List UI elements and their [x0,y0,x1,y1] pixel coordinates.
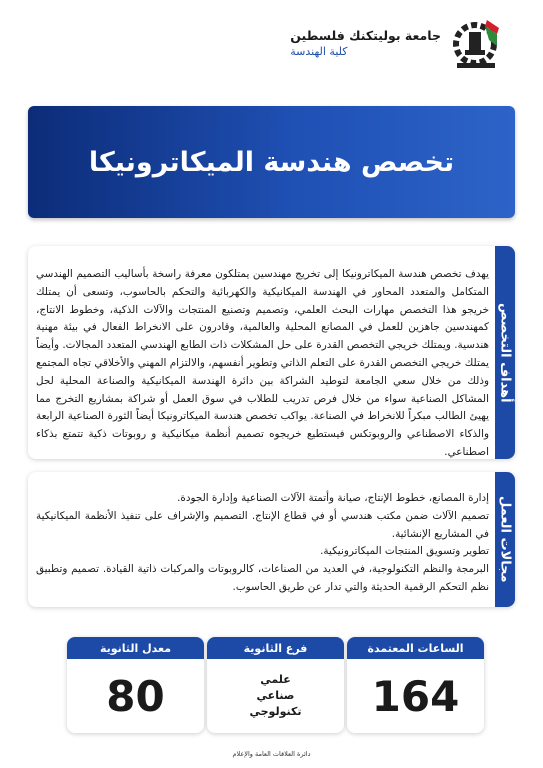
fields-list [36,472,489,607]
credit-hours-value: 164 [371,671,460,721]
fields-label: مجالات العمل [497,496,513,583]
branch-label: فرع الثانوية [207,637,344,659]
university-name: جامعة بوليتكنك فلسطين [290,28,441,43]
goals-text: يهدف تخصص هندسة الميكاترونيكا إلى تخريج مهندسين يمتلكون معرفة راسخة بأساليب التصميم الهندسي المتكامل والمتعدد المحاور في الهندسة الميكانيكية والكهربائية والتحكم بالحاسوب، وتسعى أن يمتلك خريجو هذا التخصص مهارات البحث العلمي، وتصميم وتصنيع المنتجات والآلات الذكية، وخطوط الانتاج، كمهندسين جاهزين للعمل في المصانع المحلية والعالمية، وقادرون على الانخراط الفعال في بيئة مهنية هندسية. ويمتلك خريجي التخصص القدرة على حل المشكلات ذات الطابع الهندسي المتعدد المجالات. وأيضاً يمتلك خريجي التخصص القدرة على التعلم الذاتي وتطوير أنفسهم، والالتزام المهني والأخلاقي تجاه المجتمع وذلك من خلال سعي الجامعة لتوطيد الشراكة بين دائرة الهندسة الميكانيكية والصناعة المحلية لحل المشاكل الصناعية سواء من خلال فرص تدريب للطلاب في سوق العمل أو شراكة بمشاريع التخرج مما يهيئ الطالب مبكراً للانخراط في الصناعة. يواكب تخصص هندسة الميكاترونيكا أيضاً الثورة الصناعية الرابعة والذكاء الاصطناعي والروبوتكس فيستطيع خريجوه تصميم أنظمة ميكانيكية و روبوتات ذكية تتمتع بذكاء اصطناعي. [36,268,489,458]
fields-item: تطوير وتسويق المنتجات الميكاترونيكية. [320,545,489,558]
faculty-name: كلية الهندسة [290,45,348,58]
fields-section [28,472,515,607]
fields-item: تصميم الآلات ضمن مكتب هندسي أو في قطاع الإنتاج. التصميم والإشراف على تنفيذ الأنظمة الميكانيكية في المشاريع الإنشائية. [36,509,489,540]
average-value: 80 [106,671,165,721]
university-gear-logo-icon [451,16,503,72]
branch-card [207,637,344,733]
fields-tab [495,472,515,607]
footer-text: دائرة العلاقات العامة والإعلام [232,750,311,758]
fields-item: إدارة المصانع، خطوط الإنتاج، صيانة وأتمتة الآلات الصناعية وإدارة الجودة. [177,492,489,504]
credit-hours-card [347,637,484,733]
goals-label: أهداف التخصص [497,302,513,403]
title-banner [28,106,515,218]
header [263,14,503,74]
goals-section [28,246,515,459]
branch-item: صناعي [256,689,295,702]
average-card [67,637,204,733]
fields-item: البرمجة والنظم التكنولوجية، في العديد من الصناعات، كالروبوتات والمركبات ذاتية القيادة. تصميم وتطبيق نظم التحكم الرقمية الحديثة والتي تدار عن طريق الحاسوب. [36,563,489,593]
branch-list [207,659,344,733]
page-title: تخصص هندسة الميكاترونيكا [88,146,455,178]
branch-item: علمي [260,673,291,686]
credit-hours-label: الساعات المعتمدة [347,637,484,659]
branch-item: تكنولوجي [249,705,302,718]
average-label: معدل الثانوية [67,637,204,659]
goals-tab [495,246,515,459]
